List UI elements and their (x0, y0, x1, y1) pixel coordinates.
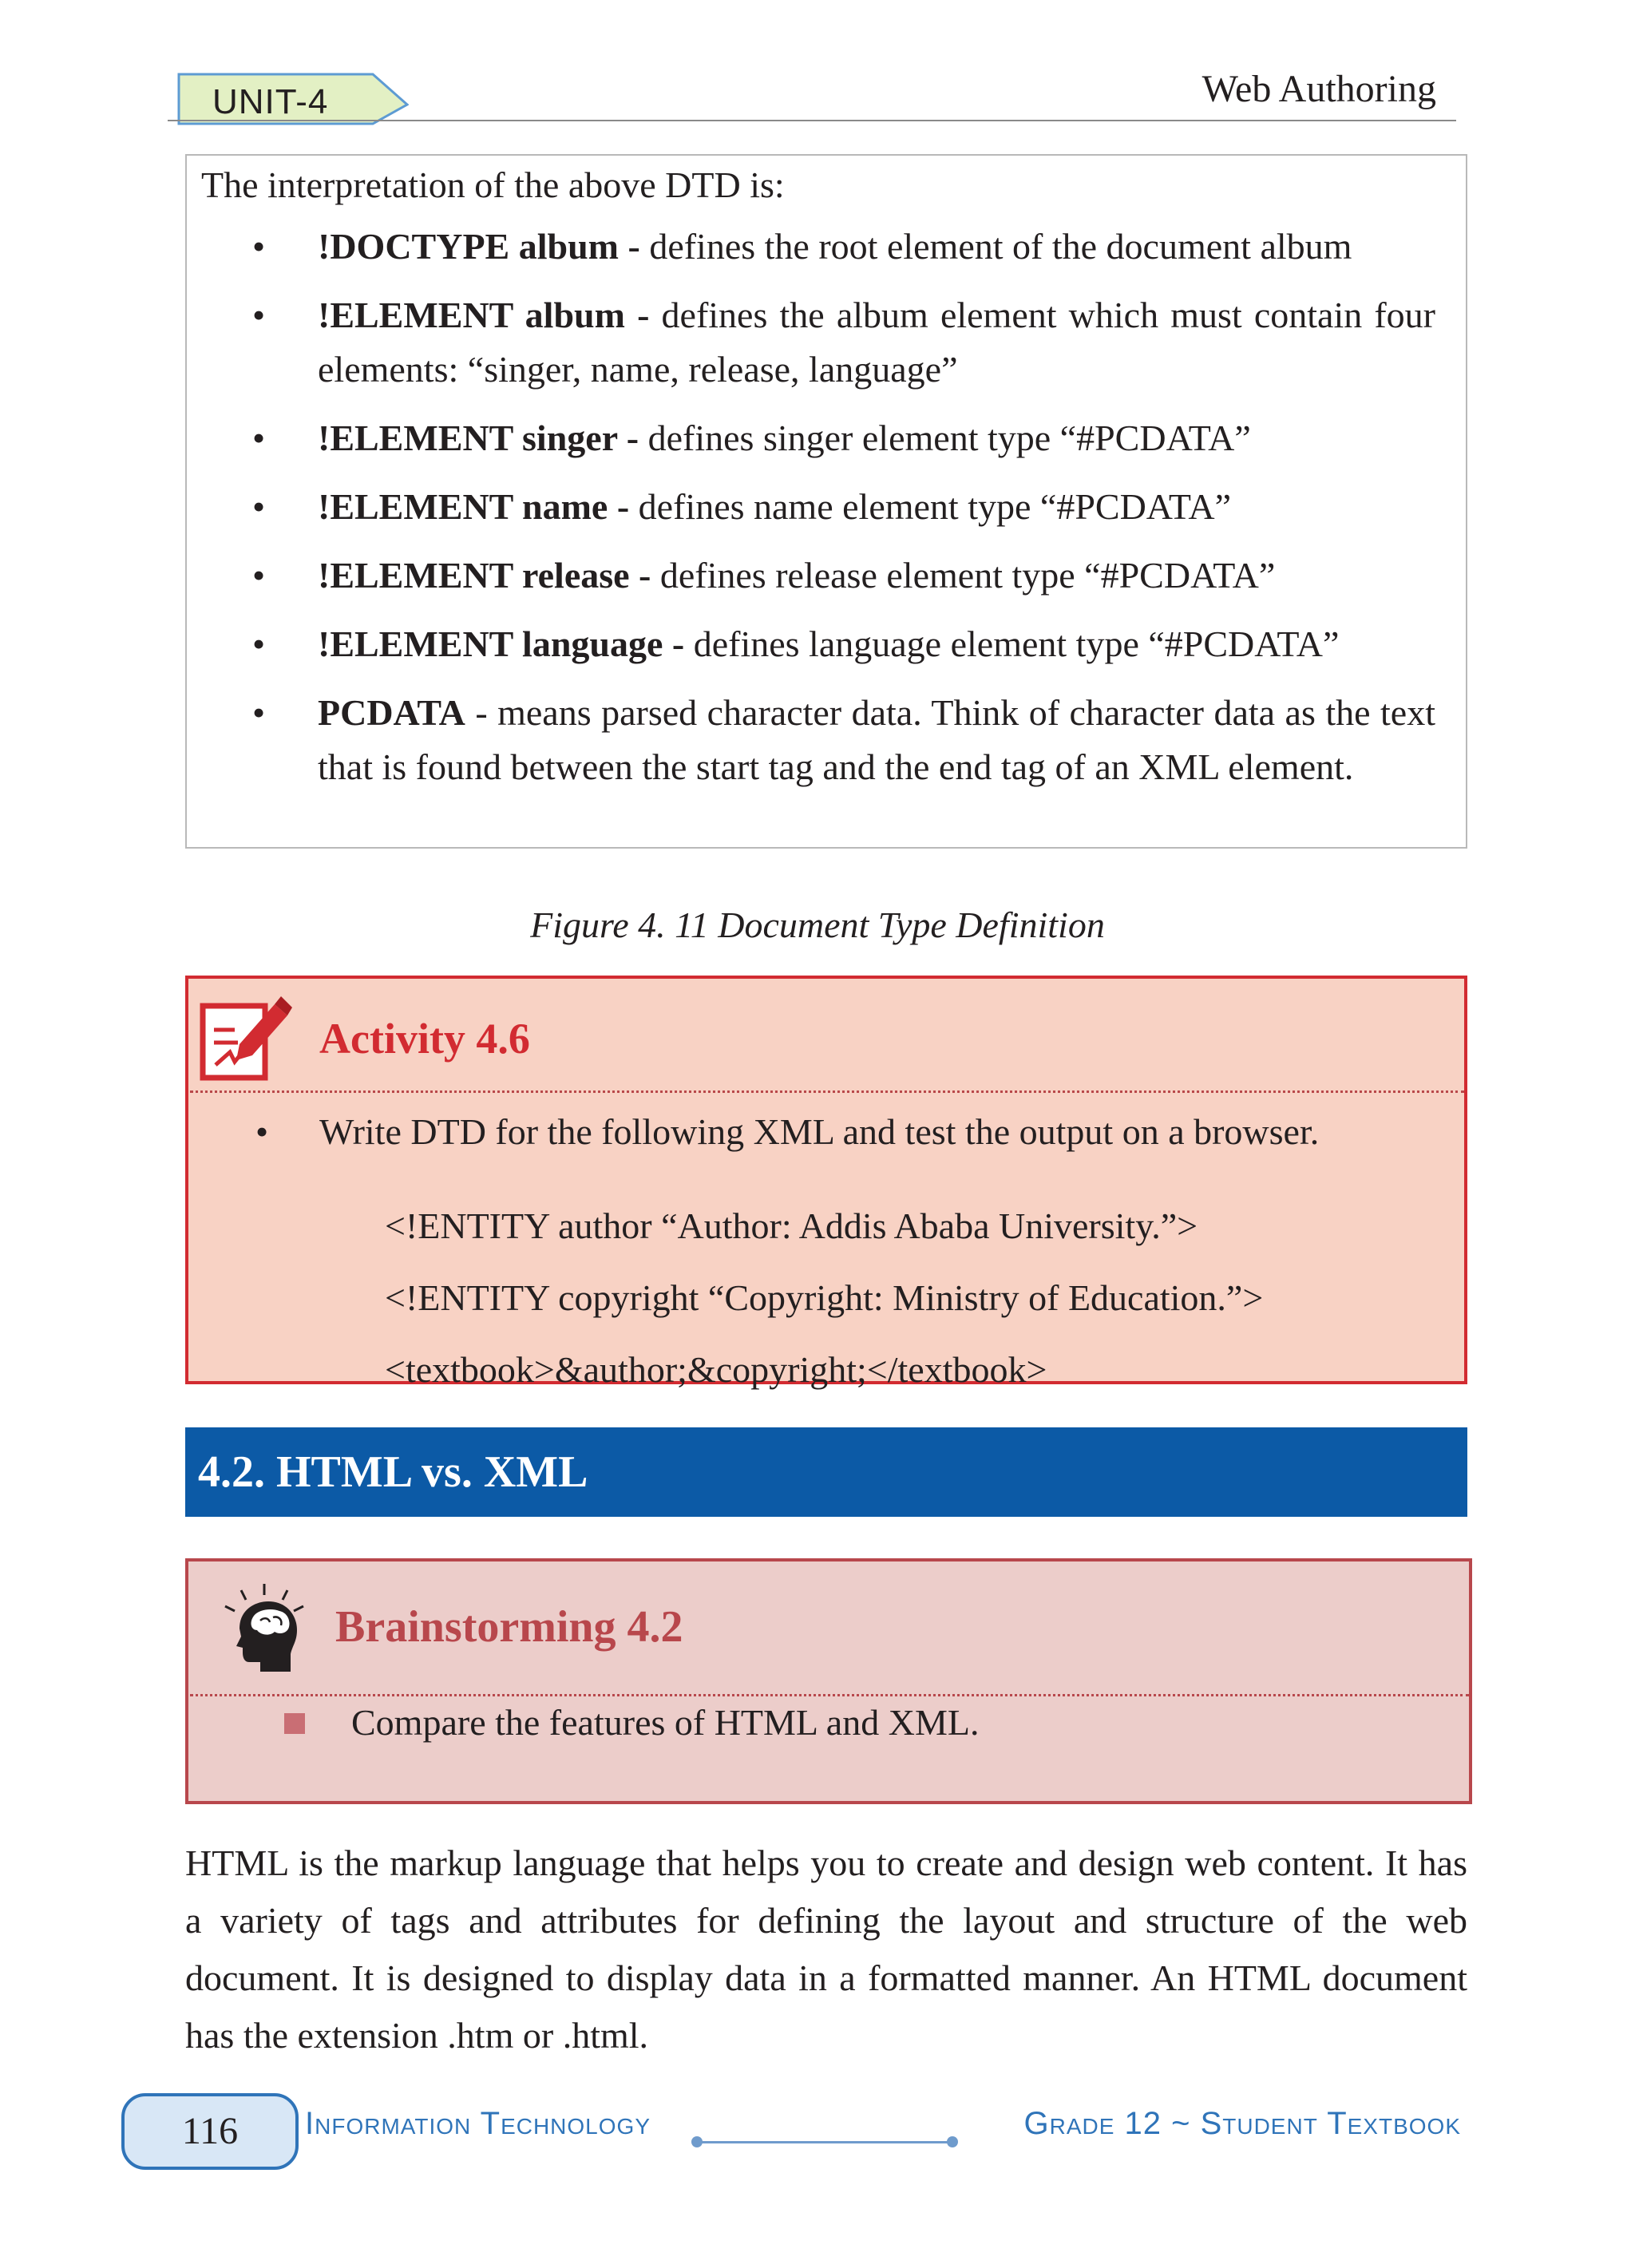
header-rule (168, 120, 1456, 121)
bullet-icon: • (252, 418, 266, 458)
dtd-term: !ELEMENT release - (318, 555, 660, 596)
bullet-icon: • (255, 1111, 269, 1152)
dtd-desc: defines the album element which must contain four elements: “singer, name, release, language” (318, 295, 1435, 390)
activity-divider (190, 1090, 1464, 1093)
dtd-item-text (318, 411, 1435, 465)
running-header-title: Web Authoring (1202, 68, 1436, 110)
activity-instruction: Write DTD for the following XML and test the output on a browser. (319, 1111, 1320, 1152)
brainstorming-item: Compare the features of HTML and XML. (351, 1702, 980, 1743)
dtd-item-text (318, 220, 1435, 274)
dtd-intro: The interpretation of the above DTD is: (201, 164, 785, 205)
unit-label: UNIT-4 (212, 82, 329, 121)
bullet-icon: • (252, 555, 266, 596)
footer-book-title: Information Technology (305, 2106, 651, 2141)
figure-caption: Figure 4. 11 Document Type Definition (530, 904, 1105, 945)
section-heading-bar (185, 1427, 1467, 1517)
code-line: <!ENTITY copyright “Copyright: Ministry of Education.”> (385, 1277, 1264, 1318)
dtd-desc: defines the root element of the document album (649, 226, 1352, 267)
dtd-item-text (318, 686, 1435, 794)
dtd-item-text (318, 480, 1435, 534)
body-paragraph: HTML is the markup language that helps you to create and design web content. It has a variety of tags and attributes for defining the layout and structure of the web document. It is designed to display data in a formatted manner. An HTML document has the extension .htm or .html. (185, 1843, 1467, 2056)
brainstorming-divider (190, 1694, 1469, 1696)
footer-grade-label: Grade 12 ~ Student Textbook (1023, 2106, 1461, 2141)
bullet-icon: • (252, 486, 266, 527)
activity-title: Activity 4.6 (319, 1015, 530, 1063)
dtd-term: !ELEMENT album - (318, 295, 662, 335)
dtd-interpretation-box (185, 154, 1467, 849)
section-title: 4.2. HTML vs. XML (198, 1447, 588, 1497)
unit-tab (177, 73, 409, 125)
bullet-icon: • (252, 226, 266, 267)
dtd-desc: defines singer element type “#PCDATA” (647, 418, 1251, 458)
dtd-desc: defines release element type “#PCDATA” (659, 555, 1276, 596)
bullet-icon: • (252, 295, 266, 335)
brainstorming-title: Brainstorming 4.2 (335, 1602, 683, 1652)
page-number: 116 (181, 2110, 239, 2152)
dtd-term: !ELEMENT singer - (318, 418, 648, 458)
code-line: <textbook>&author;&copyright;</textbook> (385, 1349, 1047, 1390)
bullet-icon: • (252, 692, 266, 733)
dtd-term: PCDATA (318, 692, 465, 733)
dtd-term: !ELEMENT language - (318, 623, 694, 664)
dtd-desc: defines name element type “#PCDATA” (638, 486, 1231, 527)
code-line: <!ENTITY author “Author: Addis Ababa University.”> (385, 1205, 1198, 1246)
brain-head-icon (212, 1581, 316, 1684)
dtd-term: !DOCTYPE album - (318, 226, 650, 267)
dtd-item-text (318, 617, 1435, 671)
activity-box (185, 976, 1467, 1390)
pencil-note-icon (198, 988, 294, 1084)
brainstorming-box (185, 1558, 1472, 1804)
bullet-icon: • (252, 623, 266, 664)
dtd-desc: - means parsed character data. Think of character data as the text that is found between the start tag and the end tag of an XML element. (318, 692, 1435, 787)
dtd-term: !ELEMENT name - (318, 486, 639, 527)
dtd-item-text (318, 288, 1435, 397)
footer-line (696, 2141, 952, 2143)
footer-dot-right (947, 2136, 958, 2147)
square-bullet-icon (284, 1713, 305, 1734)
dtd-desc: defines language element type “#PCDATA” (693, 623, 1340, 664)
page-number-badge (121, 2093, 299, 2170)
dtd-item-text (318, 548, 1435, 603)
